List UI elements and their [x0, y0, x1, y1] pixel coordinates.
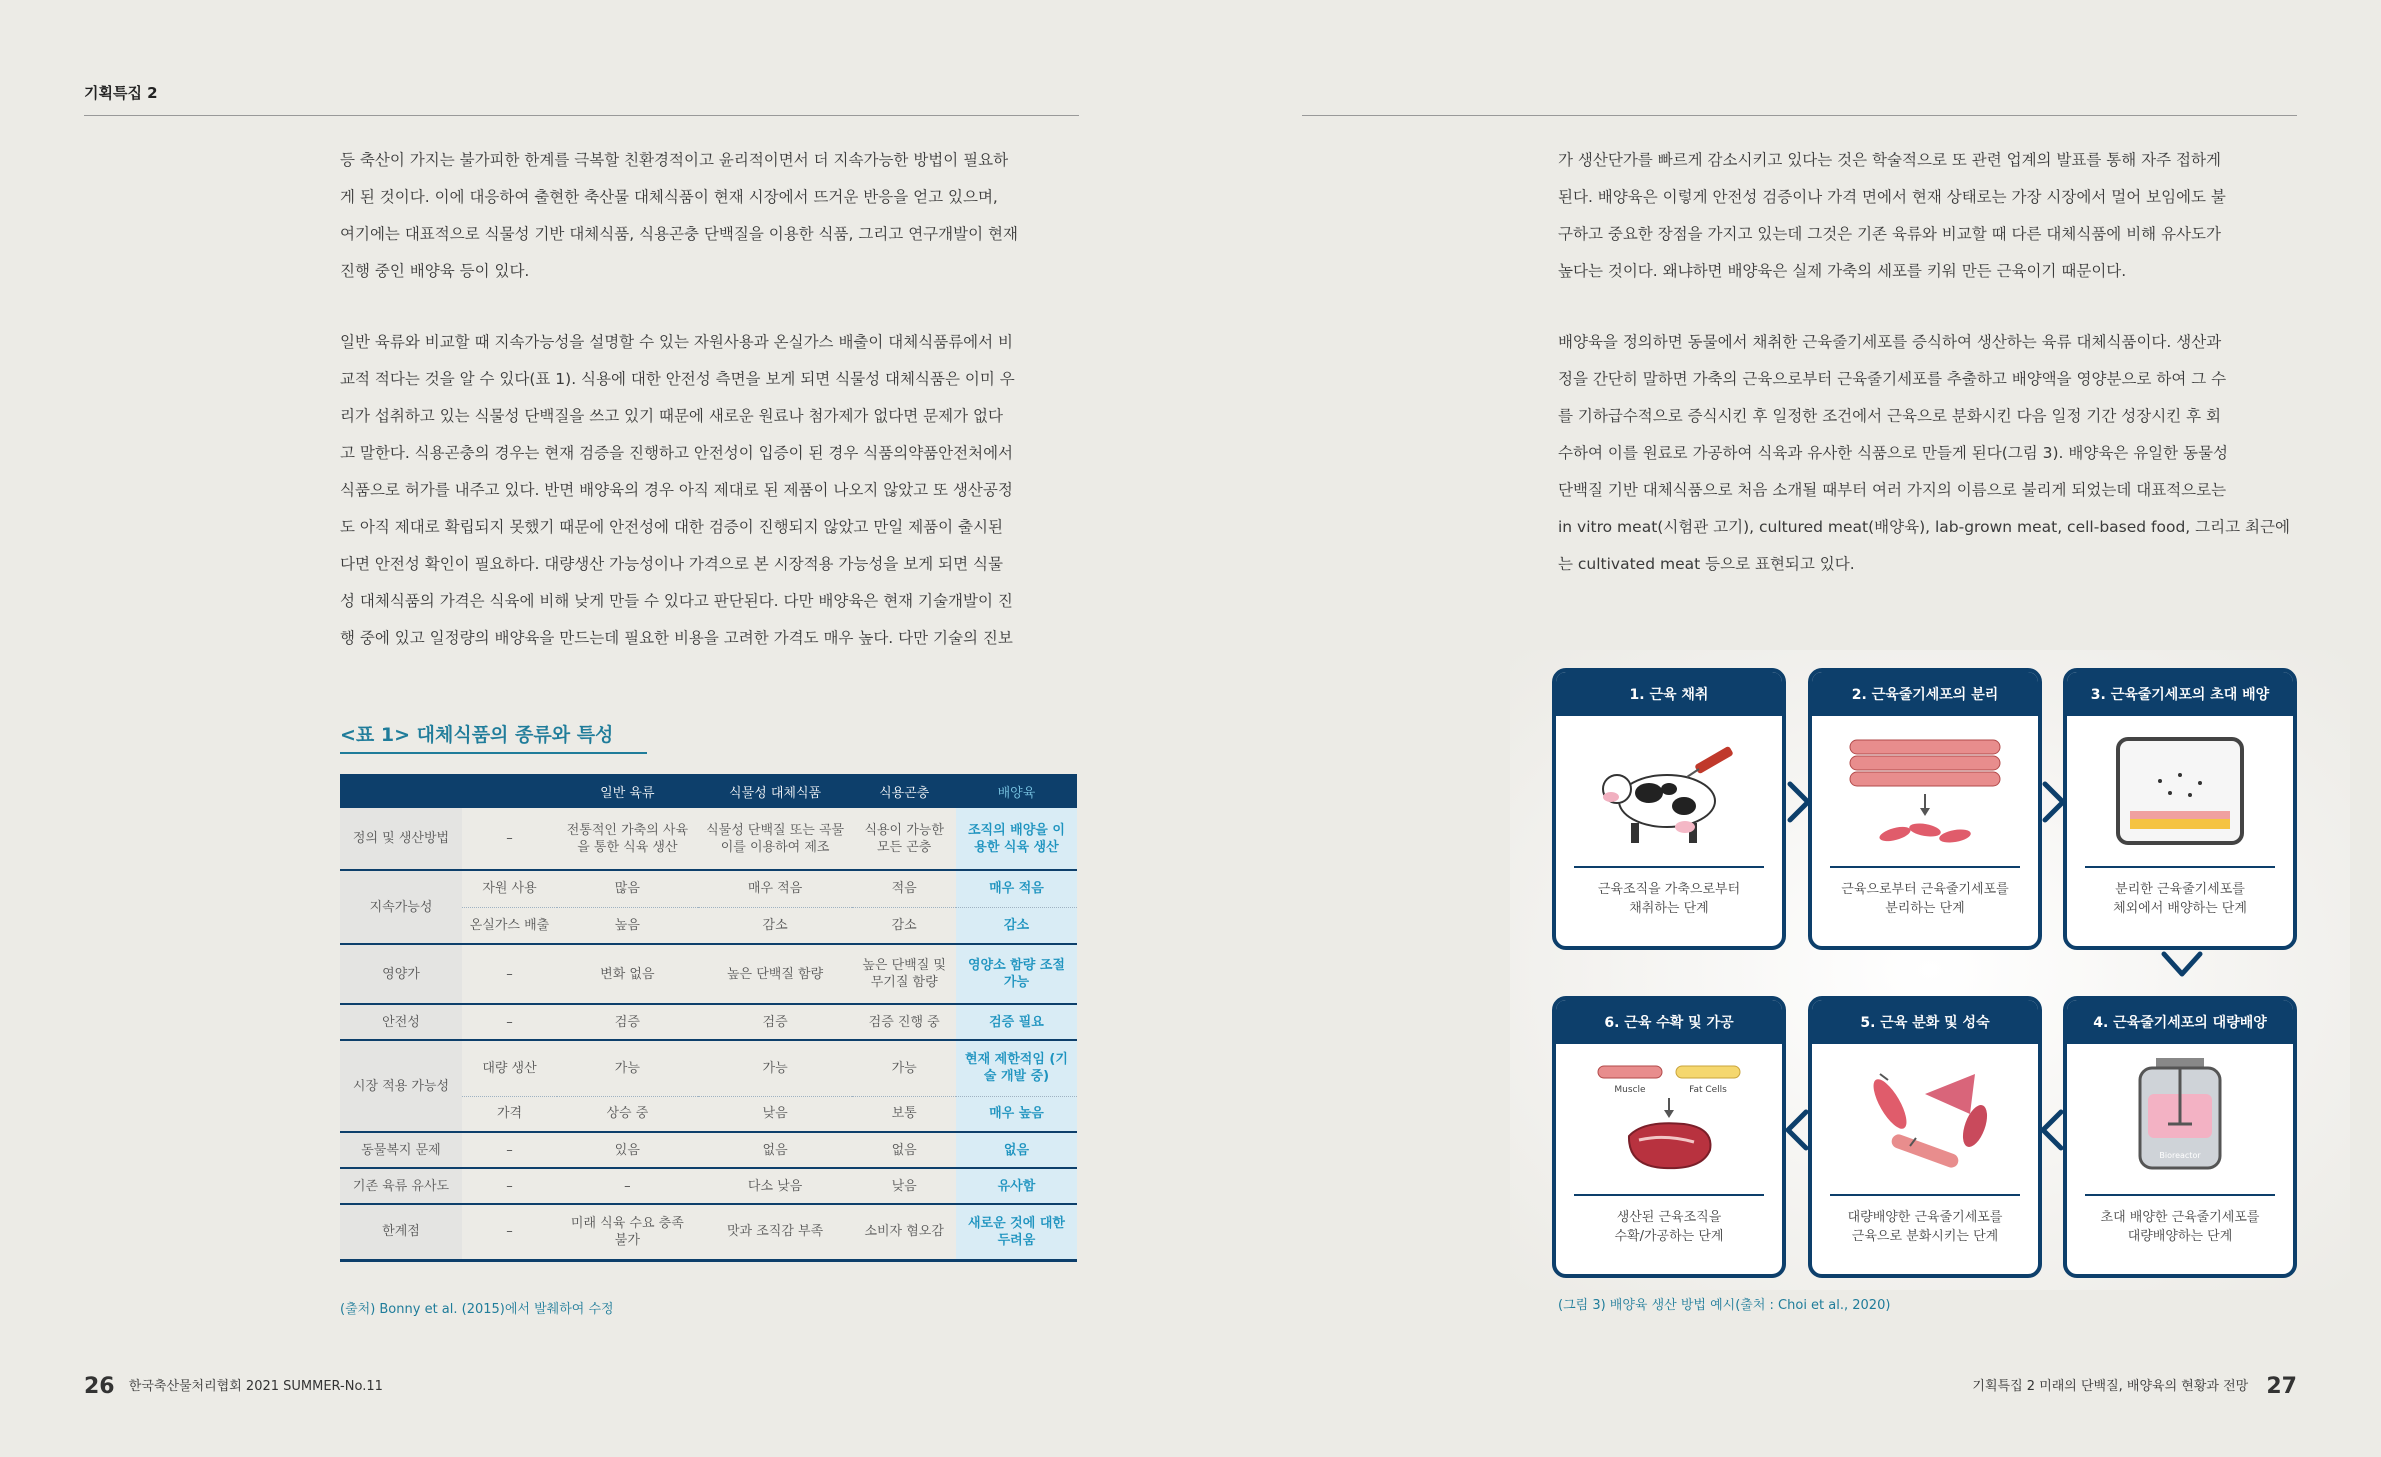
text-line: 일반 육류와 비교할 때 지속가능성을 설명할 수 있는 자원사용과 온실가스 배출이 대체식품류에서 비 [340, 333, 1014, 351]
table-cell: – [557, 1168, 698, 1204]
table-cell: 전통적인 가축의 사육을 통한 식육 생산 [557, 808, 698, 870]
table-header: 식물성 대체식품 [698, 774, 853, 808]
figure-caption: (그림 3) 배양육 생산 방법 예시(출처 : Choi et al., 2020) [1558, 1298, 1891, 1313]
caption-line: 체외에서 배양하는 단계 [2113, 901, 2247, 916]
text-line: 수하여 이를 원료로 가공하여 식육과 유사한 식품으로 만들게 된다(그림 3). 배양육은 유일한 동물성 [1558, 444, 2228, 462]
table-cell: 검증 [557, 1004, 698, 1040]
fat-label: Fat Cells [1689, 1085, 1727, 1095]
table-row [340, 1204, 1077, 1260]
caption-line: 근육으로부터 근육줄기세포를 [1841, 882, 2009, 897]
table-cell: 검증 [698, 1004, 853, 1040]
step-caption [2067, 1196, 2293, 1246]
table-cell: 감소 [852, 907, 956, 944]
footer-right [1972, 1374, 2297, 1399]
section-label: 기획특집 2 [84, 84, 158, 102]
text-line: 행 중에 있고 일정량의 배양육을 만드는데 필요한 비용을 고려한 가격도 매우 높다. 다만 기술의 진보 [340, 629, 1013, 647]
footer-left [84, 1374, 383, 1399]
table-cell: 낮음 [698, 1096, 853, 1132]
text-line: 단백질 기반 대체식품으로 처음 소개될 때부터 여러 가지의 이름으로 불리게 되었는데 대표적으로는 [1558, 481, 2227, 499]
table-cell: 가능 [852, 1040, 956, 1096]
table-title-rule [340, 752, 647, 754]
table-cell: 감소 [698, 907, 853, 944]
table-row [340, 1168, 1077, 1204]
text-line: 를 기하급수적으로 증식시킨 후 일정한 조건에서 근육으로 분화시킨 다음 일정 기간 성장시킨 후 회 [1558, 407, 2221, 425]
table-cell-highlight: 현재 제한적임 (기술 개발 중) [956, 1040, 1077, 1096]
table-cell: 식용이 가능한 모든 곤충 [852, 808, 956, 870]
row-head: 지속가능성 [340, 870, 462, 944]
table-cell: 맛과 조직감 부족 [698, 1204, 853, 1260]
caption-line: 수확/가공하는 단계 [1614, 1229, 1724, 1244]
footer-text: 한국축산물처리협회 2021 SUMMER-No.11 [128, 1379, 383, 1394]
bioreactor-label: Bioreactor [2159, 1151, 2201, 1160]
table-row [340, 1040, 1077, 1096]
caption-line: 근육으로 분화시키는 단계 [1851, 1229, 1999, 1244]
text-line: 고 말한다. 식용곤충의 경우는 현재 검증을 진행하고 안전성이 입증이 된 경우 식품의약품안전처에서 [340, 444, 1014, 462]
table-cell-highlight: 새로운 것에 대한 두려움 [956, 1204, 1077, 1260]
header-rule-right [1302, 115, 2297, 116]
arrow-left-icon [2039, 1108, 2065, 1152]
muscle-fiber-icon [1812, 1044, 2038, 1194]
page-number: 26 [84, 1374, 115, 1399]
row-head: 한계점 [340, 1204, 462, 1260]
table-cell: 매우 적음 [698, 870, 853, 907]
text-line: 정을 간단히 말하면 가축의 근육으로부터 근육줄기세포를 추출하고 배양액을 영양분으로 하여 그 수 [1558, 370, 2227, 388]
culture-dish-icon [2067, 716, 2293, 866]
table-cell: 낮음 [852, 1168, 956, 1204]
text-line: 등 축산이 가지는 불가피한 한계를 극복할 친환경적이고 윤리적이면서 더 지속가능한 방법이 필요하 [340, 151, 1009, 169]
muscle-cells-icon [1812, 716, 2038, 866]
arrow-right-icon [1786, 780, 1812, 824]
row-head: 영양가 [340, 944, 462, 1004]
step-caption [1556, 1196, 1782, 1246]
row-sub: – [462, 1004, 557, 1040]
table-row [340, 1132, 1077, 1168]
step-card-4 [2063, 996, 2297, 1278]
table-cell-highlight: 없음 [956, 1132, 1077, 1168]
caption-line: 근육조직을 가축으로부터 [1597, 882, 1741, 897]
table-row [340, 870, 1077, 907]
text-line: 도 아직 제대로 확립되지 못했기 때문에 안전성에 대한 검증이 진행되지 않았고 만일 제품이 출시된 [340, 518, 1003, 536]
table-cell-highlight: 영양소 함량 조절 가능 [956, 944, 1077, 1004]
table-header-empty [340, 774, 557, 808]
row-head: 안전성 [340, 1004, 462, 1040]
caption-line: 대량배양하는 단계 [2127, 1229, 2233, 1244]
row-sub: – [462, 1132, 557, 1168]
table-cell-highlight: 검증 필요 [956, 1004, 1077, 1040]
step-title: 3. 근육줄기세포의 초대 배양 [2067, 672, 2293, 716]
table-row [340, 944, 1077, 1004]
step-card-5 [1808, 996, 2042, 1278]
table-header: 일반 육류 [557, 774, 698, 808]
text-line: 성 대체식품의 가격은 식육에 비해 낮게 만들 수 있다고 판단된다. 다만 배양육은 현재 기술개발이 진 [340, 592, 1013, 610]
arrow-down-icon [2160, 948, 2204, 992]
table-cell: 적음 [852, 870, 956, 907]
table-cell: 가능 [698, 1040, 853, 1096]
table-cell: 많음 [557, 870, 698, 907]
text-line: 배양육을 정의하면 동물에서 채취한 근육줄기세포를 증식하여 생산하는 육류 대체식품이다. 생산과 [1558, 333, 2222, 351]
row-sub: 자원 사용 [462, 870, 557, 907]
row-sub: 대량 생산 [462, 1040, 557, 1096]
row-head: 동물복지 문제 [340, 1132, 462, 1168]
table-cell-highlight: 감소 [956, 907, 1077, 944]
table-cell: 있음 [557, 1132, 698, 1168]
table-cell-highlight: 조직의 배양을 이용한 식육 생산 [956, 808, 1077, 870]
step-title: 5. 근육 분화 및 성숙 [1812, 1000, 2038, 1044]
footer-text: 기획특집 2 미래의 단백질, 배양육의 현황과 전망 [1972, 1379, 2249, 1394]
table-row [340, 1004, 1077, 1040]
step-card-1 [1552, 668, 1786, 950]
right-paragraph-1 [1558, 142, 2295, 290]
row-sub: – [462, 944, 557, 1004]
text-line: 교적 적다는 것을 알 수 있다(표 1). 식용에 대한 안전성 측면을 보게 되면 식물성 대체식품은 이미 우 [340, 370, 1015, 388]
step-card-6 [1552, 996, 1786, 1278]
table-cell: 다소 낮음 [698, 1168, 853, 1204]
text-line: 여기에는 대표적으로 식물성 기반 대체식품, 식용곤충 단백질을 이용한 식품, 그리고 연구개발이 현재 [340, 225, 1018, 243]
text-line: 게 된 것이다. 이에 대응하여 출현한 축산물 대체식품이 현재 시장에서 뜨거운 반응을 얻고 있으며, [340, 188, 998, 206]
caption-line: 채취하는 단계 [1629, 901, 1709, 916]
table-cell: 상승 중 [557, 1096, 698, 1132]
text-line: 리가 섭취하고 있는 식물성 단백질을 쓰고 있기 때문에 새로운 원료나 첨가제가 없다면 문제가 없다 [340, 407, 1003, 425]
text-line: 가 생산단가를 빠르게 감소시키고 있다는 것은 학술적으로 또 관련 업계의 발표를 통해 자주 접하게 [1558, 151, 2221, 169]
header-rule-left [84, 115, 1079, 116]
table-cell-highlight: 유사함 [956, 1168, 1077, 1204]
row-sub: 가격 [462, 1096, 557, 1132]
step-caption [1812, 1196, 2038, 1246]
step-card-3 [2063, 668, 2297, 950]
table-header-highlight: 배양육 [956, 774, 1077, 808]
table-cell: 높은 단백질 및 무기질 함량 [852, 944, 956, 1004]
table-cell: 가능 [557, 1040, 698, 1096]
table-cell: 미래 식육 수요 충족 불가 [557, 1204, 698, 1260]
alt-food-table [340, 774, 1077, 1262]
text-line: in vitro meat(시험관 고기), cultured meat(배양육), lab-grown meat, cell-based food, 그리고 최근에 [1558, 518, 2290, 536]
table-source: (출처) Bonny et al. (2015)에서 발췌하여 수정 [340, 1302, 614, 1317]
row-sub: 온실가스 배출 [462, 907, 557, 944]
table-cell: 변화 없음 [557, 944, 698, 1004]
step-title: 2. 근육줄기세포의 분리 [1812, 672, 2038, 716]
table-cell: 높은 단백질 함량 [698, 944, 853, 1004]
step-caption [2067, 868, 2293, 918]
text-line: 높다는 것이다. 왜냐하면 배양육은 실제 가축의 세포를 키워 만든 근육이기 때문이다. [1558, 262, 2127, 280]
right-paragraph-2 [1558, 324, 2295, 583]
table-title: <표 1> 대체식품의 종류와 특성 [340, 724, 614, 746]
table-cell: 소비자 혐오감 [852, 1204, 956, 1260]
page-number: 27 [2266, 1374, 2297, 1399]
step-title: 1. 근육 채취 [1556, 672, 1782, 716]
caption-line: 분리하는 단계 [1885, 901, 1965, 916]
row-sub: – [462, 1168, 557, 1204]
caption-line: 생산된 근육조직을 [1616, 1210, 1722, 1225]
arrow-right-icon [2041, 780, 2067, 824]
step-card-2 [1808, 668, 2042, 950]
step-caption [1812, 868, 2038, 918]
table-cell: 높음 [557, 907, 698, 944]
row-head: 정의 및 생산방법 [340, 808, 462, 870]
caption-line: 분리한 근육줄기세포를 [2115, 882, 2245, 897]
left-paragraph-2 [340, 324, 1077, 657]
caption-line: 초대 배양한 근육줄기세포를 [2100, 1210, 2260, 1225]
table-cell: 보통 [852, 1096, 956, 1132]
bioreactor-icon [2067, 1044, 2293, 1194]
row-sub: – [462, 1204, 557, 1260]
text-line: 다면 안전성 확인이 필요하다. 대량생산 가능성이나 가격으로 본 시장적용 가능성을 보게 되면 식물 [340, 555, 1003, 573]
table-cell: 식물성 단백질 또는 곡물이를 이용하여 제조 [698, 808, 853, 870]
left-paragraph-1 [340, 142, 1077, 290]
text-line: 는 cultivated meat 등으로 표현되고 있다. [1558, 555, 1855, 573]
table-cell: 없음 [698, 1132, 853, 1168]
muscle-label: Muscle [1614, 1085, 1646, 1095]
step-title: 6. 근육 수확 및 가공 [1556, 1000, 1782, 1044]
table-cell: 없음 [852, 1132, 956, 1168]
cow-syringe-icon [1556, 716, 1782, 866]
step-caption [1556, 868, 1782, 918]
table-cell-highlight: 매우 높음 [956, 1096, 1077, 1132]
text-line: 구하고 중요한 장점을 가지고 있는데 그것은 기존 육류와 비교할 때 다른 대체식품에 비해 유사도가 [1558, 225, 2221, 243]
row-sub: – [462, 808, 557, 870]
meat-icon [1556, 1044, 1782, 1194]
table-cell: 검증 진행 중 [852, 1004, 956, 1040]
table-cell-highlight: 매우 적음 [956, 870, 1077, 907]
row-head: 시장 적용 가능성 [340, 1040, 462, 1132]
text-line: 진행 중인 배양육 등이 있다. [340, 262, 530, 280]
table-header: 식용곤충 [852, 774, 956, 808]
step-title: 4. 근육줄기세포의 대량배양 [2067, 1000, 2293, 1044]
table-row [340, 808, 1077, 870]
caption-line: 대량배양한 근육줄기세포를 [1847, 1210, 2003, 1225]
arrow-left-icon [1784, 1108, 1810, 1152]
text-line: 식품으로 허가를 내주고 있다. 반면 배양육의 경우 아직 제대로 된 제품이 나오지 않았고 또 생산공정 [340, 481, 1013, 499]
row-head: 기존 육류 유사도 [340, 1168, 462, 1204]
table-header-row [340, 774, 1077, 808]
text-line: 된다. 배양육은 이렇게 안전성 검증이나 가격 면에서 현재 상태로는 가장 시장에서 멀어 보임에도 불 [1558, 188, 2226, 206]
